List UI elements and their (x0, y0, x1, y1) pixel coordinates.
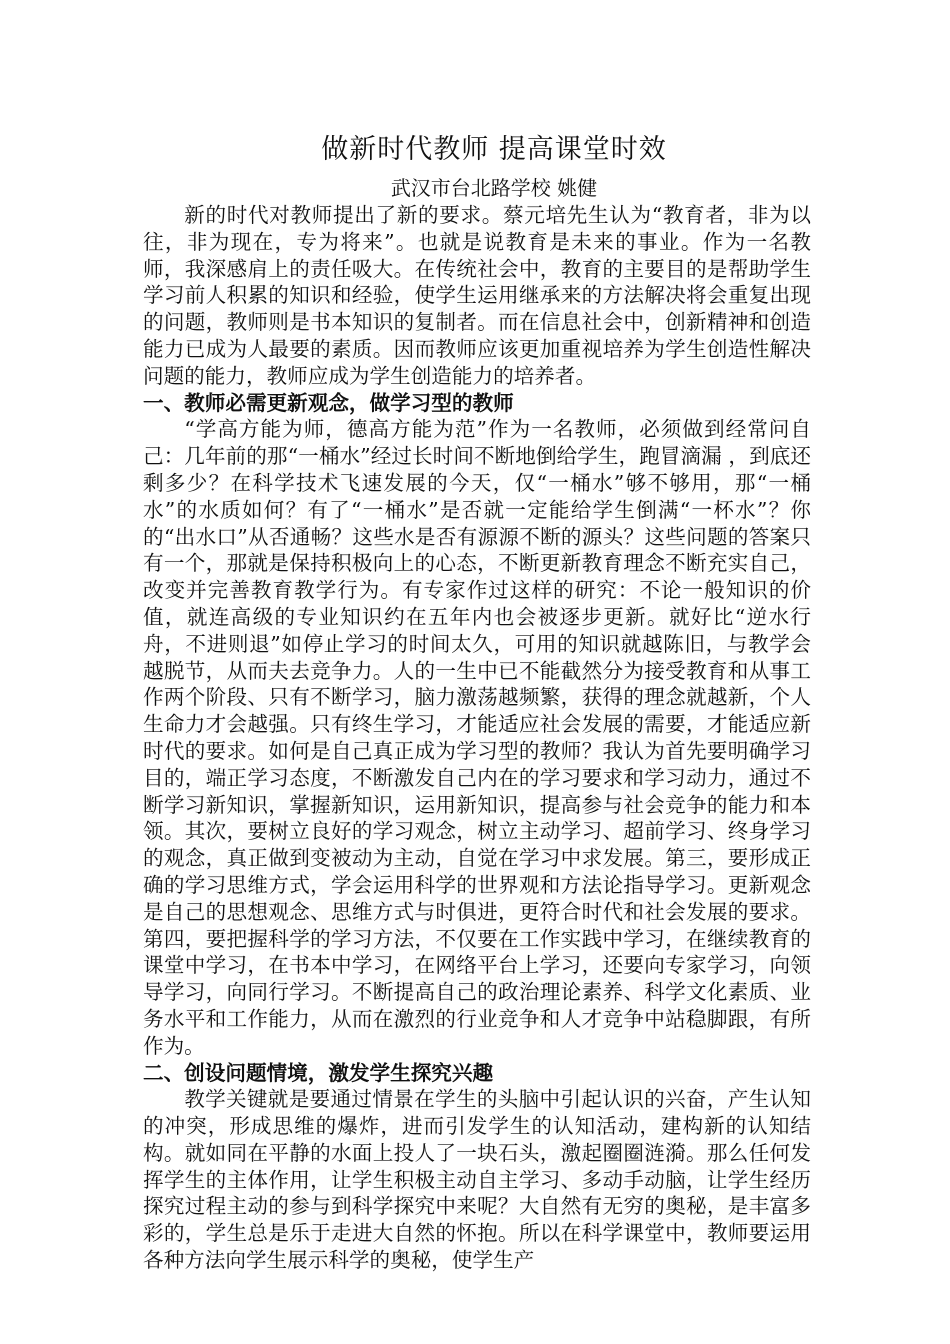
document-author: 武汉市台北路学校 姚健 (390, 176, 598, 200)
section-1-heading: 一、教师必需更新观念，做学习型的教师 (143, 390, 514, 415)
intro-paragraph: 新的时代对教师提出了新的要求。蔡元培先生认为“教育者，非为以往，非为现在，专为将来”。也就是说教育是未来的事业。作为一名教师，我深感肩上的责任吸大。在传统社会中，教育的主要目的是帮助学生学习前人积累的知识和经验，使学生运用继承来的方法解决将会重复出现的问题，教师则是书本知识的复制者。而在信息社会中，创新精神和创造能力已成为人最要的素质。因而教师应该更加重视培养为学生创造性解决问题的能力，教师应成为学生创造能力的培养者。 (143, 203, 811, 388)
section-1-paragraph: “学高方能为师，德高方能为范”作为一名教师，必须做到经常问自己：几年前的那“一桶水”经过长时间不断地倒给学生，跑冒滴漏 ，到底还剩多少？在科学技术飞速发展的今天，仅“一桶水”够不够用，那“一桶水”的水质如何？有了“一桶水”是否就一定能给学生倒满“一杯水”？你的“出水口”从否通畅？这些水是否有源源不断的源头？这些问题的答案只有一个，那就是保持积极向上的心态，不断更新教育理念不断充实自己，改变并完善教育教学行为。有专家作过这样的研究：不论一般知识的价值，就连高级的专业知识约在五年内也会被逐步更新。就好比“逆水行舟，不进则退”如停止学习的时间太久，可用的知识就越陈旧，与教学会越脱节，从而夫去竞争力。人的一生中已不能截然分为接受教育和从事工作两个阶段、只有不断学习，脑力激荡越频繁，获得的理念就越新，个人生命力才会越强。只有终生学习，才能适应社会发展的需要，才能适应新时代的要求。如何是自己真正成为学习型的教师？我认为首先要明确学习目的，端正学习态度，不断激发自己内在的学习要求和学习动力，通过不断学习新知识，掌握新知识，运用新知识，提高参与社会竞争的能力和本领。其次，要树立良好的学习观念，树立主动学习、超前学习、终身学习的观念，真正做到变被动为主动，自觉在学习中求发展。第三，要形成正确的学习思维方式，学会运用科学的世界观和方法论指导学习。更新观念是自己的思想观念、思维方式与时俱进，更符合时代和社会发展的要求。第四，要把握科学的学习方法，不仅要在工作实践中学习，在继续教育的课堂中学习，在书本中学习，在网络平台上学习，还要向专家学习，向领导学习，向同行学习。不断提高自己的政治理论素养、科学文化素质、业务水平和工作能力，从而在激烈的行业竞争和人才竞争中站稳脚跟，有所作为。 (143, 417, 811, 1058)
document-title: 做新时代教师 提高课堂时效 (321, 134, 667, 165)
section-2-paragraph: 教学关键就是要通过情景在学生的头脑中引起认识的兴奋，产生认知的冲突，形成思维的爆炸，进而引发学生的认知活动，建构新的认知结构。就如同在平静的水面上投人了一块石头，激起圈圈涟漪。那么任何发挥学生的主体作用，让学生积极主动自主学习、多动手动脑，让学生经历探究过程主动的参与到科学探究中来呢？大自然有无穷的奥秘，是丰富多彩的，学生总是乐于走进大自然的怀抱。所以在科学课堂中，教师要运用各种方法向学生展示科学的奥秘，使学生产 (143, 1087, 811, 1273)
document-content (143, 126, 811, 1274)
section-2-heading: 二、创设问题情境，激发学生探究兴趣 (143, 1060, 494, 1085)
